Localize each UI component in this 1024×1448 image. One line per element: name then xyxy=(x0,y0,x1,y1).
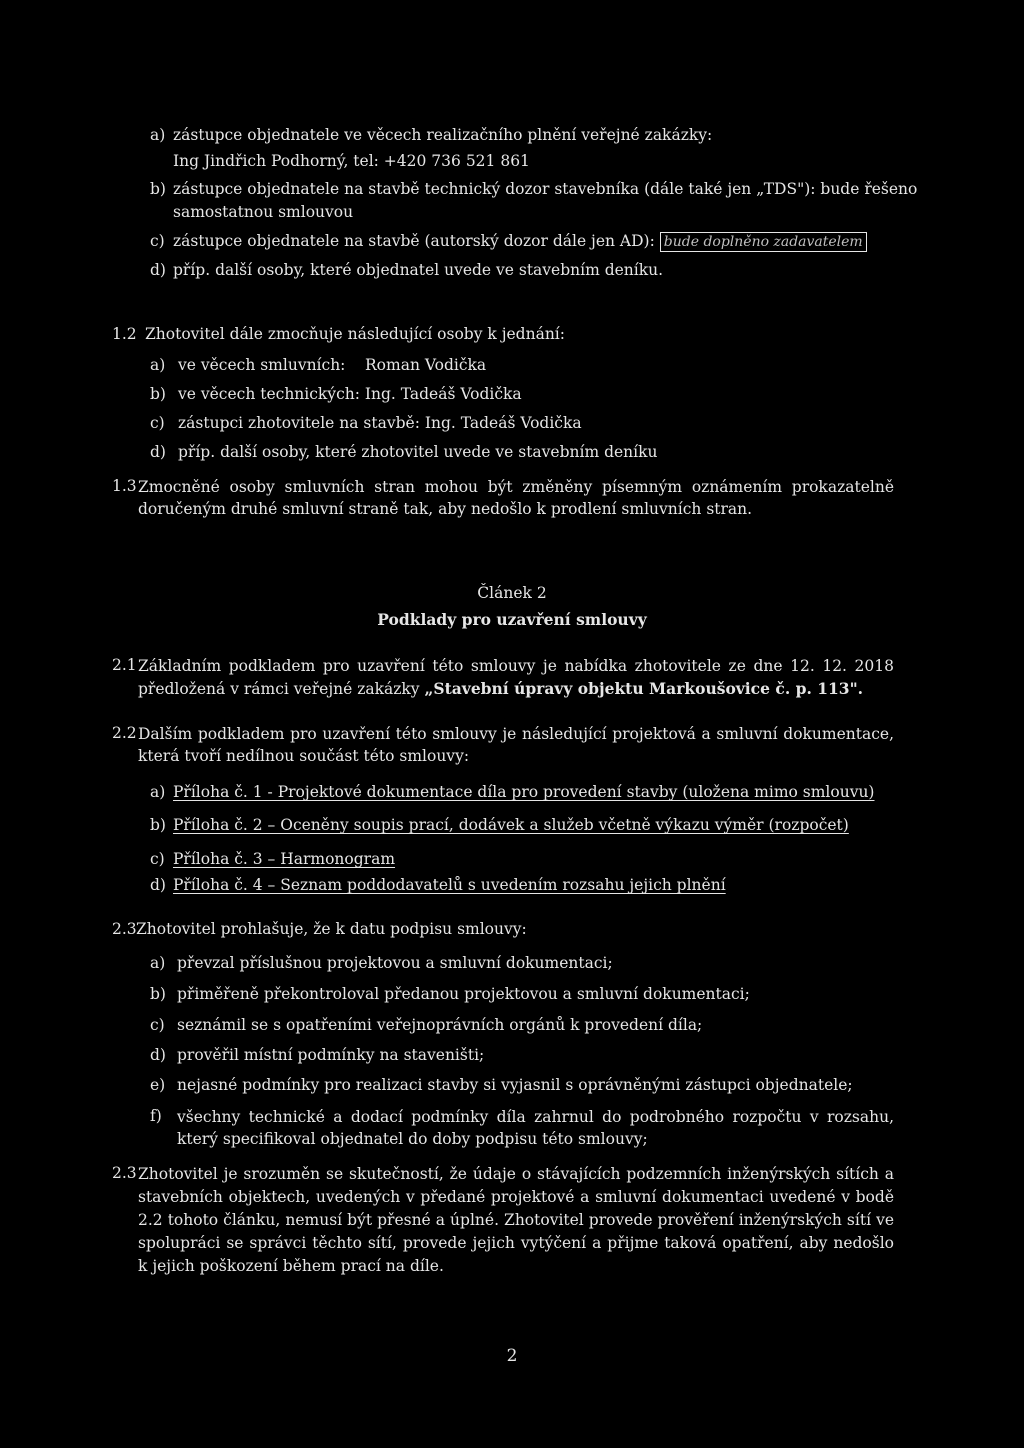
item-label: b) xyxy=(150,180,166,198)
section-number: 1.3 xyxy=(112,477,137,495)
clause-text: příp. další osoby, které objednatel uvede ve stavebním deníku. xyxy=(173,261,664,279)
clause-text xyxy=(173,232,867,252)
paragraph-text: předložená v rámci veřejné zakázky xyxy=(138,680,425,698)
item-label: a) xyxy=(150,356,166,374)
clause-text: převzal příslušnou projektovou a smluvní dokumentaci; xyxy=(177,954,613,972)
clause-text: samostatnou smlouvou xyxy=(173,203,354,221)
section-number: 2.3 xyxy=(112,920,137,938)
section-paragraph-line2 xyxy=(138,679,863,698)
page-number: 2 xyxy=(506,1346,518,1366)
clause-text: zástupce objednatele na stavbě technický dozor stavebníka (dále také jen „TDS"): bude řešeno xyxy=(173,180,918,198)
clause-text: přiměřeně překontroloval předanou projektovou a smluvní dokumentaci; xyxy=(177,985,750,1003)
item-label: e) xyxy=(150,1076,166,1094)
section-number: 2.1 xyxy=(112,656,137,674)
clause-text: ve věcech technických: Ing. Tadeáš Vodička xyxy=(178,385,522,403)
item-label: d) xyxy=(150,261,166,279)
section-number: 1.2 xyxy=(112,325,137,343)
attachment-link[interactable]: Příloha č. 3 – Harmonogram xyxy=(173,850,396,868)
clause-text: zástupce objednatele ve věcech realizačního plnění veřejné zakázky: xyxy=(173,126,713,144)
item-label: d) xyxy=(150,876,166,894)
article-label: Článek 2 xyxy=(477,584,547,602)
item-label: a) xyxy=(150,954,166,972)
attachment-link[interactable]: Příloha č. 4 – Seznam poddodavatelů s uvedením rozsahu jejich plnění xyxy=(173,876,726,894)
section-paragraph: Zhotovitel je srozuměn se skutečností, že údaje o stávajících podzemních inženýrských sítích a stavebních objektech, uvedených v předané projektové a smluvní dokumentaci uvedené v bodě 2.2 tohoto článku, nemusí být přesné a úplné. Zhotovitel provede prověření inženýrských sítí ve spolupráci se správci těchto sítí, provede jejich vytýčení a přijme taková opatření, aby nedošlo k jejich poškození během prací na díle. xyxy=(138,1165,894,1275)
contract-name: „Stavební úpravy objektu Markoušovice č. p. 113". xyxy=(424,679,864,698)
item-label: d) xyxy=(150,1046,166,1064)
section-paragraph: Základním podkladem pro uzavření této smlouvy je nabídka zhotovitele ze dne 12. 12. 2018 xyxy=(138,657,894,675)
contact-line: Ing Jindřich Podhorný, tel: +420 736 521 861 xyxy=(173,152,530,170)
section-heading: Zhotovitel dále zmocňuje následující osoby k jednání: xyxy=(145,325,565,343)
clause-text: ve věcech smluvních: xyxy=(178,356,346,374)
clause-text: všechny technické a dodací podmínky díla zahrnul do podrobného rozpočtu v rozsahu, který specifikoval objednatel do doby podpisu této smlouvy; xyxy=(177,1108,894,1148)
item-label: a) xyxy=(150,783,166,801)
attachment-link[interactable]: Příloha č. 2 – Oceněny soupis prací, dodávek a služeb včetně výkazu výměr (rozpočet) xyxy=(173,816,849,834)
clause-text: nejasné podmínky pro realizaci stavby si vyjasnil s oprávněnými zástupci objednatele; xyxy=(177,1076,853,1094)
item-label: c) xyxy=(150,1016,165,1034)
clause-value: Roman Vodička xyxy=(365,356,487,374)
clause-text: příp. další osoby, které zhotovitel uvede ve stavebním deníku xyxy=(178,443,658,461)
section-number: 2.3 xyxy=(112,1164,137,1182)
clause-text-main: zástupce objednatele na stavbě (autorský dozor dále jen AD): xyxy=(173,232,655,250)
item-label: d) xyxy=(150,443,166,461)
section-paragraph: Zmocněné osoby smluvních stran mohou být změněny písemným oznámením prokazatelně doručeným druhé smluvní straně tak, aby nedošlo k prodlení smluvních stran. xyxy=(138,478,894,518)
clause-text: prověřil místní podmínky na staveništi; xyxy=(177,1046,485,1064)
section-number: 2.2 xyxy=(112,724,137,742)
item-label: c) xyxy=(150,414,165,432)
item-label: b) xyxy=(150,385,166,403)
item-label: c) xyxy=(150,232,165,250)
article-title: Podklady pro uzavření smlouvy xyxy=(377,610,647,629)
clause-text: zástupci zhotovitele na stavbě: Ing. Tadeáš Vodička xyxy=(178,414,582,432)
item-label: c) xyxy=(150,850,165,868)
item-label: b) xyxy=(150,985,166,1003)
item-label: b) xyxy=(150,816,166,834)
section-paragraph: Dalším podkladem pro uzavření této smlouvy je následující projektová a smluvní dokumentace, která tvoří nedílnou součást této smlouvy: xyxy=(138,725,894,765)
clause-text: seznámil se s opatřeními veřejnoprávních orgánů k provedení díla; xyxy=(177,1016,703,1034)
item-label: f) xyxy=(150,1107,162,1125)
item-label: a) xyxy=(150,126,166,144)
section-heading: Zhotovitel prohlašuje, že k datu podpisu smlouvy: xyxy=(136,920,527,938)
placeholder-note: bude doplněno zadavatelem xyxy=(660,232,867,252)
attachment-link[interactable]: Příloha č. 1 - Projektové dokumentace díla pro provedení stavby (uložena mimo smlouvu) xyxy=(173,783,875,801)
